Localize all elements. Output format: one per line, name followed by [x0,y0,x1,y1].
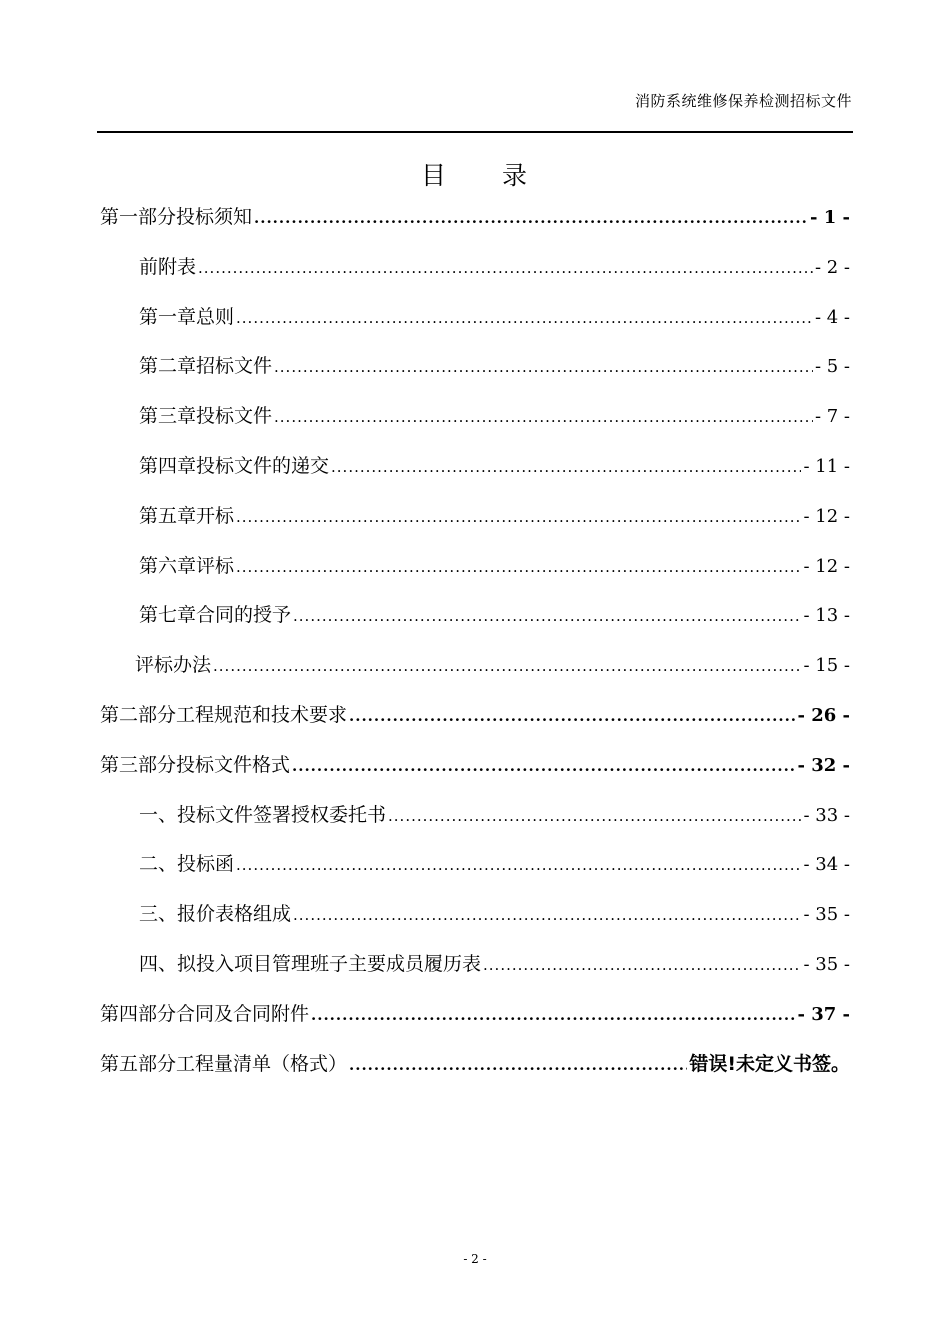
toc-entry-page: - 7 - [814,406,850,428]
toc-entry-text: 第五章开标 [139,504,235,527]
toc-leader-dots [349,1041,687,1090]
toc-entry-chapter-3[interactable] [100,392,850,442]
toc-entry-page: - 15 - [803,655,850,677]
toc-entry-page: - 13 - [803,605,850,627]
toc-entry-page: - 32 - [797,754,850,776]
toc-entry-text: 第四部分合同及合同附件 [100,1002,310,1025]
toc-entry-page: - 12 - [803,505,850,527]
toc-leader-dots [274,393,813,442]
toc-entry-page: - 34 - [803,854,850,876]
toc-leader-dots [236,294,813,343]
toc-entry-text: 前附表 [139,255,197,278]
toc-title: 目 录 [420,161,529,190]
toc-entry-page: - 26 - [797,704,850,726]
toc-entry-text: 第三部分投标文件格式 [100,753,291,776]
toc-leader-dots [213,642,801,691]
toc-entry-page: - 4 - [814,306,850,328]
toc-entry-price-tables[interactable] [100,890,850,940]
toc-entry-page: - 35 - [803,904,850,926]
toc-entry-page: - 35 - [803,953,850,975]
toc-entry-page: - 1 - [810,207,850,228]
toc-entry-text: 三、报价表格组成 [139,903,292,926]
toc-leader-dots [331,443,801,492]
toc-leader-dots [236,543,801,592]
toc-entry-text: 第六章评标 [139,554,235,577]
toc-leader-dots [198,244,813,293]
toc-leader-dots [274,343,813,392]
toc-leader-dots [293,592,801,641]
toc-entry-page: - 33 - [803,804,850,826]
toc-entry-part-4[interactable] [100,990,850,1040]
toc-entry-part-1[interactable] [100,193,850,243]
toc-entry-evaluation-method[interactable] [100,641,850,691]
toc-entry-text: 评标办法 [135,654,212,677]
toc-entry-chapter-6[interactable] [100,542,850,592]
toc-entry-page: - 5 - [814,356,850,378]
toc-entry-page-error: 错误!未定义书签。 [689,1052,850,1075]
toc-entry-chapter-4[interactable] [100,442,850,492]
toc-entry-text: 第二章招标文件 [139,355,273,378]
toc-entry-chapter-5[interactable] [100,492,850,542]
toc-entry-text: 二、投标函 [139,853,235,876]
toc-entry-text: 第三章投标文件 [139,405,273,428]
toc-entry-text: 第五部分工程量清单（格式） [100,1052,348,1075]
toc-entry-page: - 12 - [803,555,850,577]
toc-entry-text: 第一部分投标须知 [100,206,253,228]
toc-entry-authorization-letter[interactable] [100,791,850,841]
toc-entry-text: 第二部分工程规范和技术要求 [100,703,348,726]
toc-leader-dots [349,692,795,741]
toc-leader-dots [388,792,801,841]
toc-entry-text: 第一章总则 [139,305,235,328]
page-number: - 2 - [463,1252,487,1266]
header-divider [97,131,853,133]
toc-entry-chapter-2[interactable] [100,342,850,392]
toc-entry-chapter-7[interactable] [100,591,850,641]
toc-entry-page: - 2 - [814,256,850,278]
toc-entry-chapter-1[interactable] [100,293,850,343]
toc-leader-dots [236,841,801,890]
toc-entry-part-5[interactable] [100,1040,850,1090]
table-of-contents [100,193,850,1089]
toc-leader-dots [236,493,801,542]
toc-entry-text: 一、投标文件签署授权委托书 [139,803,387,826]
toc-leader-dots [311,991,795,1040]
toc-entry-bid-letter[interactable] [100,840,850,890]
toc-entry-text: 四、拟投入项目管理班子主要成员履历表 [139,952,482,975]
toc-entry-part-2[interactable] [100,691,850,741]
running-header: 消防系统维修保养检测招标文件 [634,92,852,110]
toc-entry-appendix-table[interactable] [100,243,850,293]
toc-entry-part-3[interactable] [100,741,850,791]
toc-leader-dots [292,742,795,791]
toc-entry-page: - 11 - [803,455,850,477]
toc-leader-dots [254,194,808,243]
toc-entry-text: 第四章投标文件的递交 [139,454,330,477]
toc-entry-team-resume[interactable] [100,940,850,990]
toc-leader-dots [483,941,801,990]
toc-leader-dots [293,891,801,940]
toc-entry-page: - 37 - [797,1003,850,1025]
toc-entry-text: 第七章合同的授予 [139,604,292,627]
